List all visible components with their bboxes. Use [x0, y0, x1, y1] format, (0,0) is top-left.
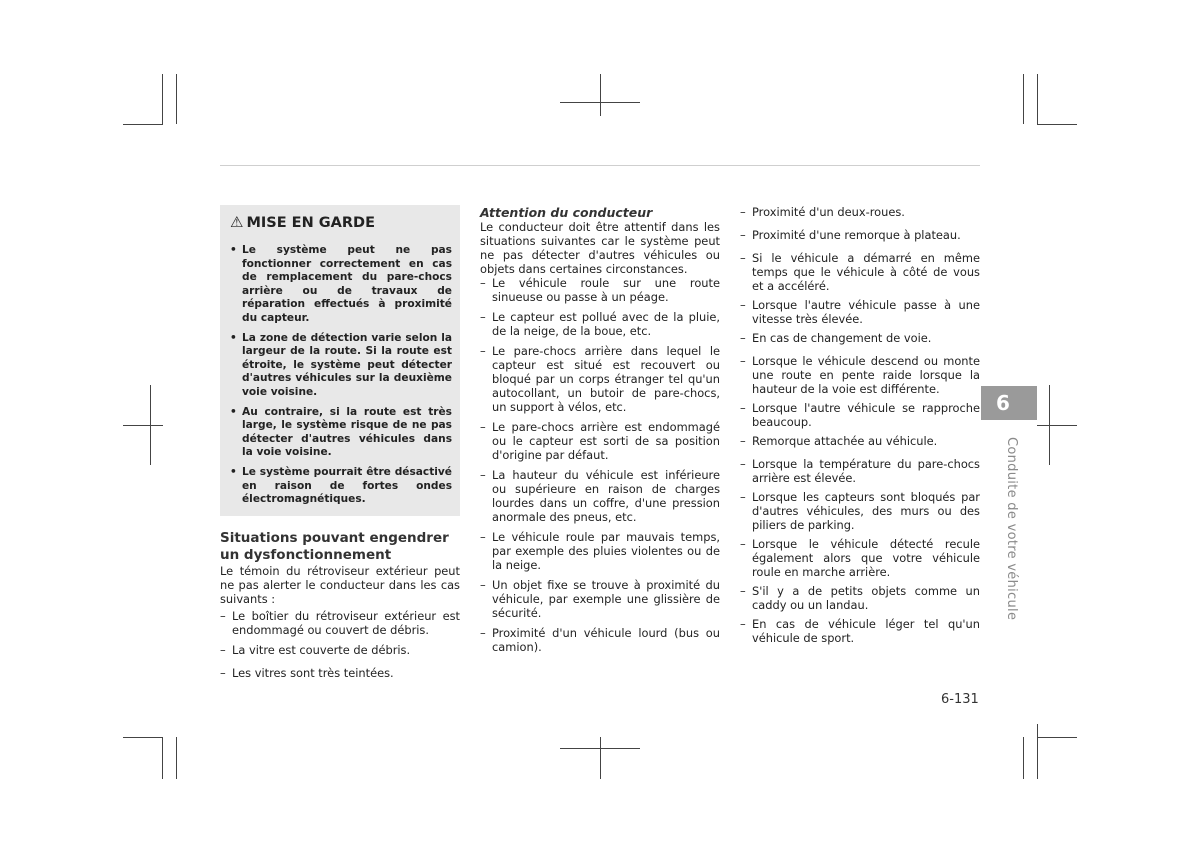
column-middle [480, 205, 720, 660]
list-item: – En cas de changement de voie. [740, 331, 980, 345]
list-item: – Le pare-chocs arrière est endommagé ou le capteur est sorti de sa position d'origine par défaut. [480, 420, 720, 462]
list-item: – Lorsque le véhicule détecté recule également alors que votre véhicule roule en marche arrière. [740, 537, 980, 579]
list-item: – Remorque attachée au véhicule. [740, 434, 980, 448]
list-item: – Proximité d'une remorque à plateau. [740, 228, 980, 242]
section-title: Situations pouvant engendrer un dysfonctionnement [220, 529, 449, 563]
list-item: – La vitre est couverte de débris. [220, 643, 460, 657]
registration-mark [600, 74, 601, 116]
list-item: – Lorsque la température du pare-chocs arrière est élevée. [740, 457, 980, 485]
list-item: – Le pare-chocs arrière dans lequel le capteur est situé est recouvert ou bloqué par un corps étranger tel qu'un autocollant, un butoir de pare-chocs, un support à vélos, etc. [480, 344, 720, 414]
crop-mark [123, 737, 163, 738]
registration-mark [600, 737, 601, 779]
chapter-label: Conduite de votre véhicule [1004, 437, 1019, 621]
warning-item: • Au contraire, si la route est très large, le système risque de ne pas détecter d'autres véhicules dans la voie voisine. [230, 406, 452, 460]
list-item: – Le boîtier du rétroviseur extérieur est endommagé ou couvert de débris. [220, 609, 460, 637]
attention-list [480, 276, 720, 654]
list-item: – Le véhicule roule par mauvais temps, par exemple des pluies violentes ou de la neige. [480, 530, 720, 572]
registration-mark [1037, 425, 1077, 426]
continued-list [740, 205, 980, 645]
crop-mark [162, 737, 163, 779]
crop-mark [1023, 74, 1024, 124]
crop-mark [1037, 724, 1038, 779]
crop-mark [1037, 124, 1077, 125]
list-item: – Proximité d'un véhicule lourd (bus ou camion). [480, 626, 720, 654]
list-item: – Le capteur est pollué avec de la pluie, de la neige, de la boue, etc. [480, 310, 720, 338]
list-item: – Lorsque l'autre véhicule se rapproche beaucoup. [740, 401, 980, 429]
list-item: – Lorsque les capteurs sont bloqués par d'autres véhicules, des murs ou des piliers de parking. [740, 490, 980, 532]
list-item: – Un objet fixe se trouve à proximité du véhicule, par exemple une glissière de sécurité. [480, 578, 720, 620]
crop-mark [1037, 737, 1077, 738]
warning-title-text: MISE EN GARDE [246, 215, 375, 231]
list-item: – S'il y a de petits objets comme un caddy ou un landau. [740, 584, 980, 612]
list-item: – Le véhicule roule sur une route sinueuse ou passe à un péage. [480, 276, 720, 304]
subsection-intro: Le conducteur doit être attentif dans les situations suivantes car le système peut ne pas détecter d'autres véhicules ou objets dans certaines circonstances. [480, 220, 720, 276]
warning-box [220, 205, 460, 516]
list-item: – Lorsque l'autre véhicule passe à une vitesse très élevée. [740, 298, 980, 326]
crop-mark [1023, 737, 1024, 779]
list-item: – Proximité d'un deux-roues. [740, 205, 980, 219]
column-left [220, 205, 460, 686]
page-number: 6-131 [941, 692, 979, 707]
list-item: – Lorsque le véhicule descend ou monte une route en pente raide lorsque la hauteur de la voie est différente. [740, 354, 980, 396]
column-right [740, 205, 980, 650]
situations-list [220, 609, 460, 680]
warning-item: • Le système peut ne pas fonctionner correctement en cas de remplacement du pare-chocs arrière ou de travaux de réparation effectués à proximité du capteur. [230, 244, 452, 326]
registration-mark [150, 385, 151, 465]
warning-triangle-icon: ⚠ [230, 213, 244, 231]
chapter-number-tab: 6 [981, 386, 1037, 420]
list-item: – Si le véhicule a démarré en même temps que le véhicule à côté de vous et a accéléré. [740, 251, 980, 293]
header-rule [220, 165, 980, 166]
crop-mark [162, 74, 163, 125]
list-item: – En cas de véhicule léger tel qu'un véhicule de sport. [740, 617, 980, 645]
section-intro: Le témoin du rétroviseur extérieur peut ne pas alerter le conducteur dans les cas suivants : [220, 563, 460, 606]
warning-title [230, 213, 452, 232]
crop-mark [123, 124, 163, 125]
crop-mark [1037, 74, 1038, 125]
warning-item: • Le système pourrait être désactivé en raison de fortes ondes électromagnétiques. [230, 466, 452, 507]
warning-list [230, 244, 452, 507]
list-item: – Les vitres sont très teintées. [220, 666, 460, 680]
registration-mark [1049, 385, 1050, 465]
registration-mark [123, 425, 163, 426]
subsection-title: Attention du conducteur [480, 205, 653, 220]
list-item: – La hauteur du véhicule est inférieure ou supérieure en raison de charges lourdes dans un coffre, d'une pression anormale des pneus, etc. [480, 468, 720, 524]
crop-mark [176, 74, 177, 124]
crop-mark [176, 737, 177, 779]
warning-item: • La zone de détection varie selon la largeur de la route. Si la route est étroite, le système peut détecter d'autres véhicules sur la deuxième voie voisine. [230, 332, 452, 400]
